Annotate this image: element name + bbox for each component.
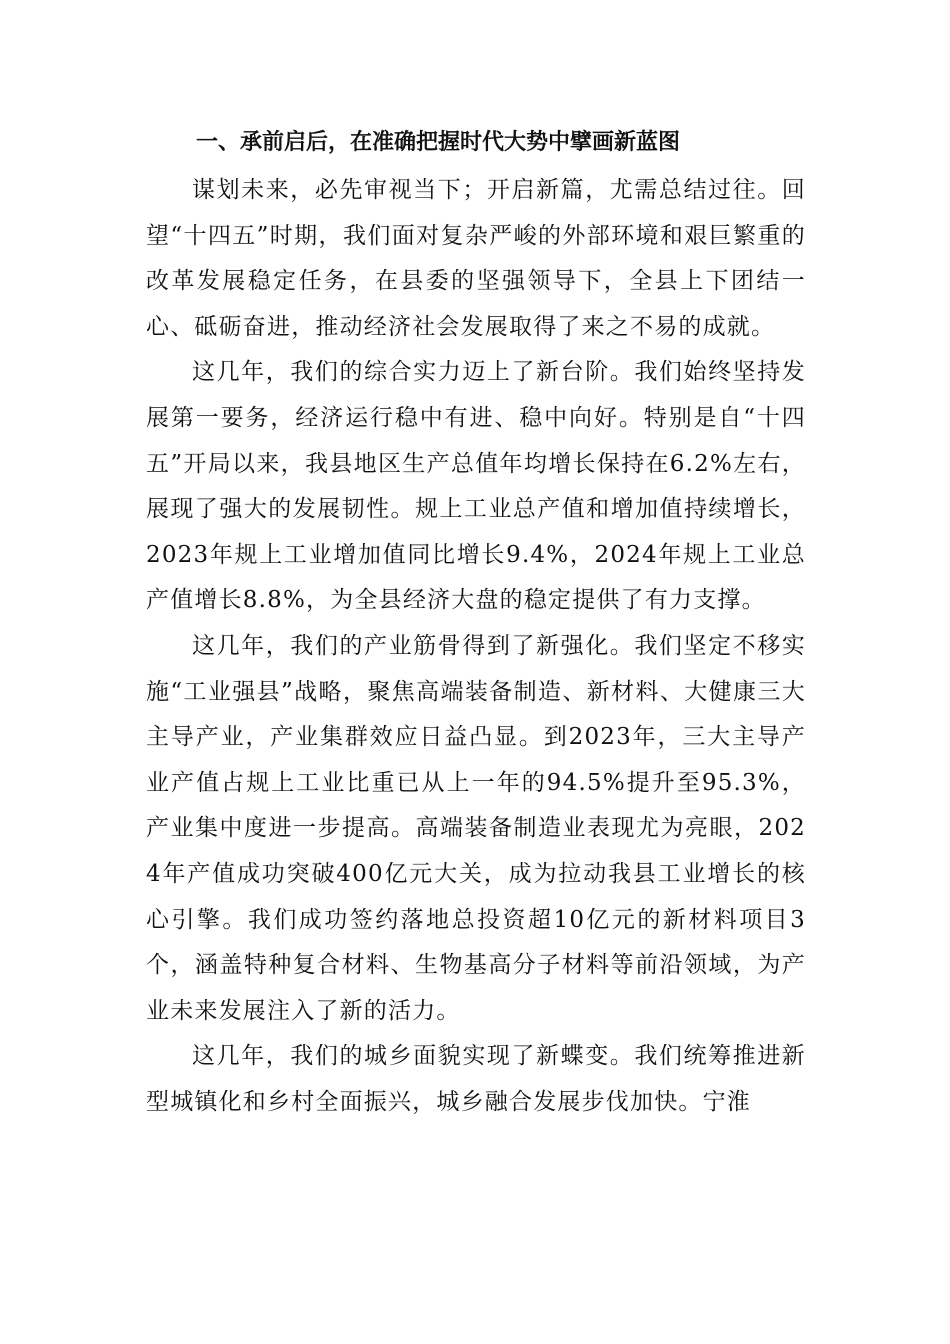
section-heading: 一、承前启后，在准确把握时代大势中擘画新蓝图 <box>196 130 681 155</box>
paragraph-industry: 这几年，我们的产业筋骨得到了新强化。我们坚定不移实施“工业强县”战略，聚焦高端装备制造、新材料、大健康三大主导产业，产业集群效应日益凸显。到2023年，三大主导产业产值占规上工业比重已从上一年的94.5%提升至95.3%，产业集中度进一步提高。高端装备制造业表现尤为亮眼，2024年产值成功突破400亿元大关，成为拉动我县工业增长的核心引擎。我们成功签约落地总投资超10亿元的新材料项目3个，涵盖特种复合材料、生物基高分子材料等前沿领域，为产业未来发展注入了新的活力。 <box>146 632 806 1024</box>
paragraph-overall-strength: 这几年，我们的综合实力迈上了新台阶。我们始终坚持发展第一要务，经济运行稳中有进、稳中向好。特别是自“十四五”开局以来，我县地区生产总值年均增长保持在6.2%左右，展现了强大的发展韧性。规上工业总产值和增加值持续增长，2023年规上工业增加值同比增长9.4%，2024年规上工业总产值增长8.8%，为全县经济大盘的稳定提供了有力支撑。 <box>146 359 806 614</box>
paragraph-review: 谋划未来，必先审视当下；开启新篇，尤需总结过往。回望“十四五”时期，我们面对复杂严峻的外部环境和艰巨繁重的改革发展稳定任务，在县委的坚强领导下，全县上下团结一心、砥砺奋进，推动经济社会发展取得了来之不易的成就。 <box>146 177 806 340</box>
document-body <box>146 118 806 1125</box>
paragraph-urban-rural: 这几年，我们的城乡面貌实现了新蝶变。我们统筹推进新型城镇化和乡村全面振兴，城乡融合发展步伐加快。宁淮 <box>146 1043 806 1115</box>
